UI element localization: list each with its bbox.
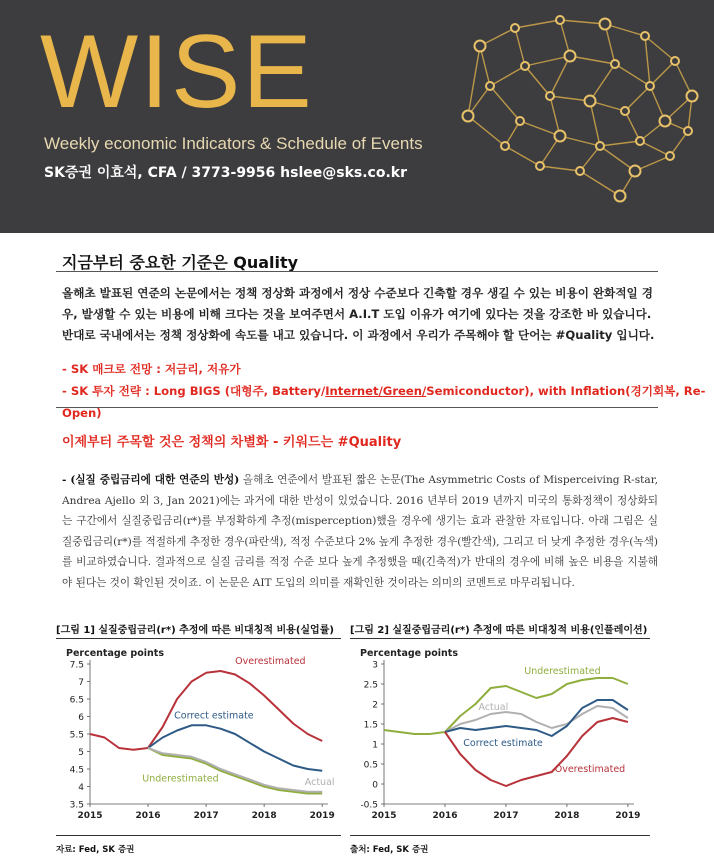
x-tick-label: 2016 [135, 811, 161, 821]
body-lead: - (실질 중립금리에 대한 연준의 반성) [62, 474, 240, 486]
headline-divider [56, 271, 658, 272]
series-label: Correct estimate [463, 738, 543, 749]
x-tick-label: 2018 [251, 811, 277, 821]
banner-contact: SK증권 이효석, CFA / 3773-9956 hslee@sks.co.kr [44, 165, 407, 181]
series-label: Underestimated [524, 666, 601, 677]
banner-title: WISE [40, 14, 314, 130]
y-tick-label: 7 [78, 678, 84, 688]
y-tick-label: 1.5 [363, 720, 378, 731]
bullets-divider [56, 407, 658, 408]
header-banner [0, 0, 714, 233]
series-line-overestimated [445, 718, 628, 786]
x-tick-label: 2015 [371, 811, 397, 821]
series-label: Correct estimate [174, 710, 254, 722]
y-tick-label: 5.5 [69, 730, 84, 741]
body-text: 올해초 연준에서 발표된 짧은 논문(The Asymmetric Costs of Misperceiving R-star, Andrea Ajello 외 3, Jan 2021)에는 과거에 대한 반성이 있었습니다. 2016 년부터 2019 년까지 미국의 통화정책이 정상화되는 구간에서 실질중립금리(r*)를 부정확하게 추정(misperception)했을 경우에 생기는 효과 관찰한 자료입니다. 아래 그림은 실질중립금리(r*)를 적절하게 추정한 경우(파란색), 적정 수준보다 2% 높게 추정한 경우(빨간색), 그리고 더 낮게 추정한 경우(녹색)를 비교하였습니다. 결과적으로 실질 금리를 적정 수준 보다 높게 추정했을 때(긴축적)가 반대의 경우에 비해 높은 비용을 지불해야 된다는 것이 확인된 것이죠. 이 논문은 AIT 도입의 의미를 재확인한 것이라는 의미의 코멘트로 마무리됩니다. [62, 474, 658, 589]
x-tick-label: 2019 [615, 811, 641, 821]
series-line-actual [148, 748, 322, 792]
figure-2-bottom-rule [350, 835, 650, 836]
series-line-actual [445, 706, 628, 732]
figure-1-source: 자료: Fed, SK 증권 [56, 845, 135, 855]
x-tick-label: 2017 [493, 811, 519, 821]
figure-2-top-rule [350, 638, 650, 639]
y-tick-label: 5 [78, 748, 84, 758]
y-tick-label: 6 [78, 713, 84, 723]
strategy-underlined-text: Internet/Green/ [325, 384, 427, 398]
y-tick-label: 3.5 [69, 800, 84, 811]
y-tick-label: -0.5 [360, 800, 378, 811]
y-tick-label: 1 [372, 740, 378, 751]
figure-2-caption: [그림 2] 실질중립금리(r*) 추정에 따른 비대칭적 비용(인플레이션) [350, 625, 648, 636]
banner-subtitle: Weekly economic Indicators & Schedule of Events [44, 134, 423, 153]
figure-2-chart [350, 642, 650, 830]
series-line-correct-estimate [148, 725, 322, 771]
y-tick-label: 0 [372, 780, 378, 791]
x-tick-label: 2018 [554, 811, 580, 821]
article-intro: 올해초 발표된 연준의 논문에서는 정책 정상화 과정에서 정상 수준보다 긴축할 경우 생길 수 있는 비용이 완화적일 경우, 발생할 수 있는 비용에 비해 크다는 것을 보여주면서 A.I.T 도입 이유가 여기에 있다는 것을 강조한 바 있습니다. 반대로 국내에서는 정책 정상화에 속도를 내고 있습니다. 이 과정에서 우리가 주목해야 할 단어는 #Quality 입니다. [62, 286, 655, 342]
y-axis-label: Percentage points [360, 648, 458, 659]
section-title: 이제부터 주목할 것은 정책의 차별화 - 키워드는 #Quality [62, 435, 402, 450]
series-label: Underestimated [142, 773, 219, 785]
x-tick-label: 2016 [432, 811, 458, 821]
series-label: Overestimated [554, 764, 626, 775]
y-tick-label: 4 [78, 783, 84, 793]
article-body [62, 470, 658, 593]
y-tick-label: 3 [372, 660, 378, 671]
strategy-bullets [62, 358, 714, 424]
series-label: Actual [304, 776, 335, 788]
x-tick-label: 2015 [77, 811, 103, 821]
y-tick-label: 6.5 [69, 695, 84, 706]
investment-strategy-bullet [62, 380, 714, 424]
article-headline: 지금부터 중요한 기준은 Quality [62, 253, 299, 272]
figure-2-source: 출처: Fed, SK 증권 [350, 845, 429, 855]
y-tick-label: 2 [372, 700, 378, 711]
figure-1-caption: [그림 1] 실질중립금리(r*) 추정에 따른 비대칭적 비용(실업률) [56, 625, 334, 636]
series-label: Actual [478, 702, 509, 713]
y-tick-label: 0.5 [363, 760, 378, 771]
x-tick-label: 2019 [309, 811, 335, 821]
y-axis-label: Percentage points [66, 648, 164, 659]
strategy-text: - SK 투자 전략 : Long BIGS (대형주, Battery/ [62, 384, 326, 398]
y-tick-label: 2.5 [363, 680, 378, 691]
macro-outlook-bullet: - SK 매크로 전망 : 저금리, 저유가 [62, 362, 241, 376]
figure-1-chart [56, 642, 342, 830]
series-label: Overestimated [235, 656, 306, 667]
figure-1-top-rule [56, 638, 341, 639]
brain-network-icon [420, 6, 714, 211]
strategy-text-end: Semiconductor), with Inflation(경기회복, Re-Open) [62, 384, 706, 420]
y-tick-label: 4.5 [69, 765, 84, 776]
figure-1-bottom-rule [56, 835, 341, 836]
y-tick-label: 7.5 [69, 660, 84, 671]
x-tick-label: 2017 [193, 811, 219, 821]
